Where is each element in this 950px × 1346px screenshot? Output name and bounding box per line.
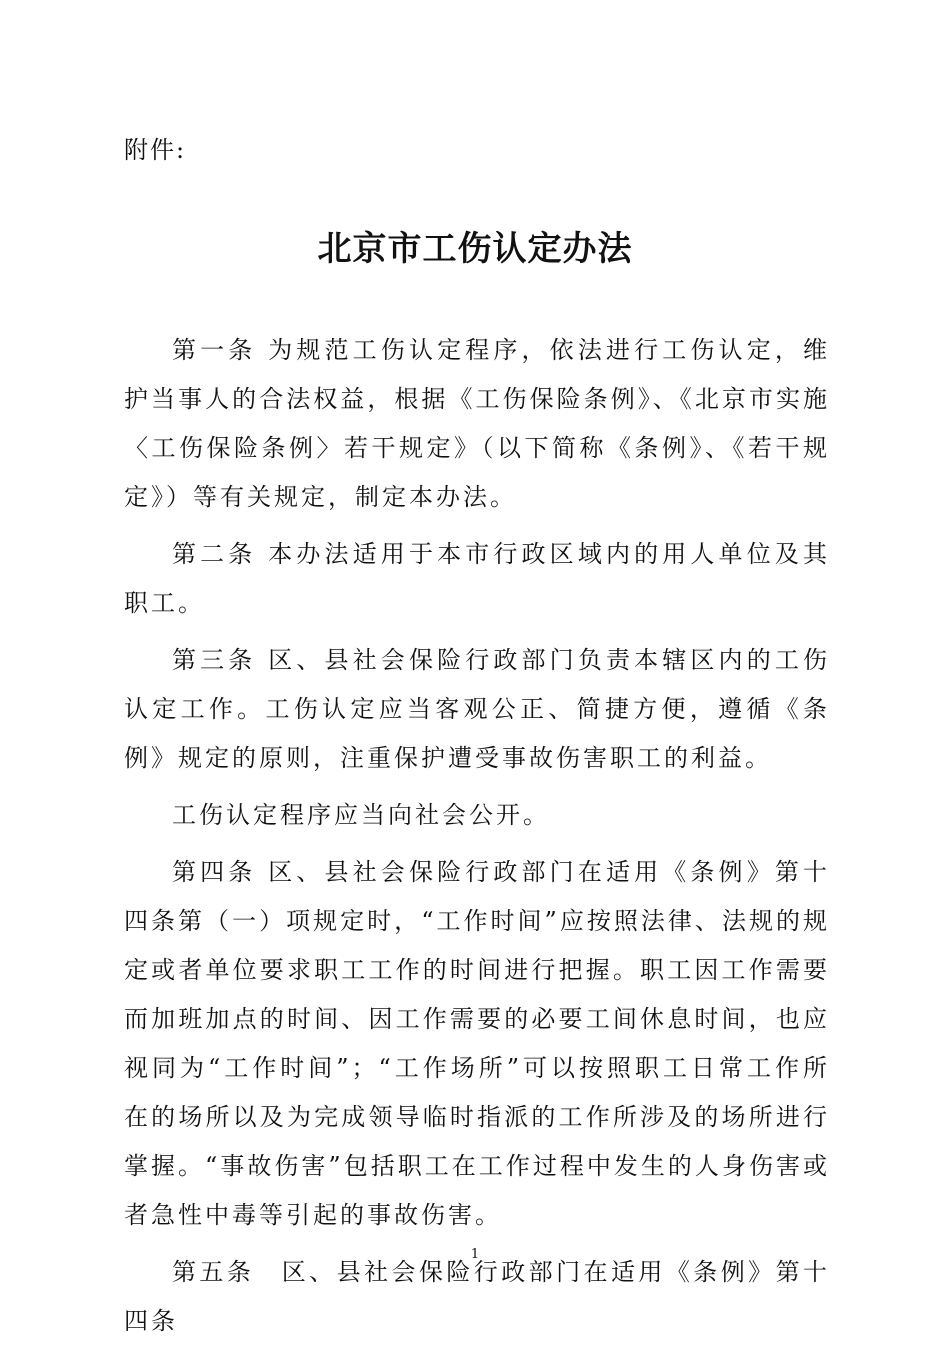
article-4: 第四条 区、县社会保险行政部门在适用《条例》第十四条第（一）项规定时，“工作时间”应按照法律、法规的规定或者单位要求职工工作的时间进行把握。职工因工作需要而加班加点的时间、因工作需要的必要工间休息时间，也应视同为“工作时间”；“工作场所”可以按照职工日常工作所在的场所以及为完成领导临时指派的工作所涉及的场所进行掌握。“事故伤害”包括职工在工作过程中发生的人身伤害或者急性中毒等引起的事故伤害。 <box>124 858 830 1229</box>
page-number: 1 <box>470 1247 480 1262</box>
document-title: 北京市工伤认定办法 <box>317 229 633 269</box>
article-5: 第五条 区、县社会保险行政部门在适用《条例》第十四条 <box>124 1258 830 1335</box>
article-3-note: 工伤认定程序应当向社会公开。 <box>172 801 550 829</box>
article-1: 第一条 为规范工伤认定程序，依法进行工伤认定，维护当事人的合法权益，根据《工伤保险条例》、《北京市实施〈工伤保险条例〉若干规定》（以下简称《条例》、《若干规定》）等有关规定，制定本办法。 <box>124 336 830 511</box>
article-2: 第二条 本办法适用于本市行政区域内的用人单位及其职工。 <box>124 540 830 617</box>
attachment-label: 附件: <box>124 136 187 164</box>
document-body <box>124 326 830 1346</box>
article-3: 第三条 区、县社会保险行政部门负责本辖区内的工伤认定工作。工伤认定应当客观公正、简捷方便，遵循《条例》规定的原则，注重保护遭受事故伤害职工的利益。 <box>124 646 830 772</box>
